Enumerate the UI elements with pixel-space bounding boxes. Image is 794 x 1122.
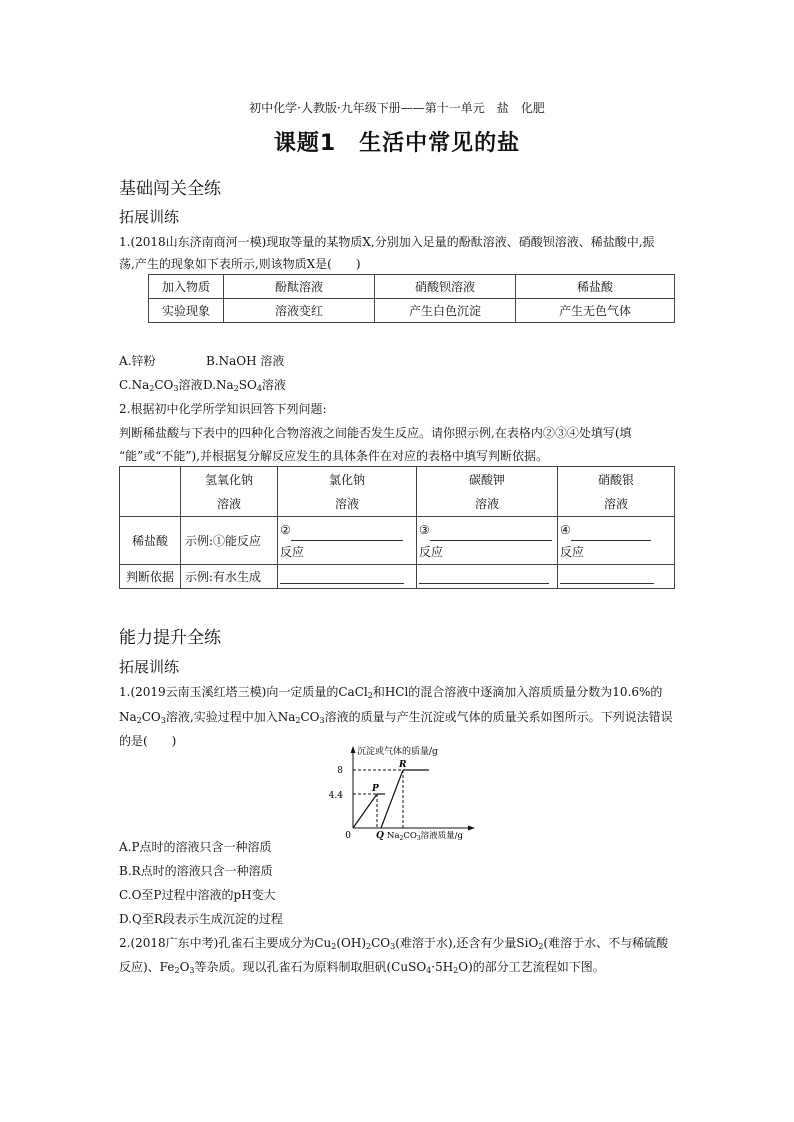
chart-label-q: Q xyxy=(376,831,384,841)
s1-q2-line1: 2.根据初中化学所学知识回答下列问题: xyxy=(119,402,327,416)
s1-q2-row2-label: 判断依据 xyxy=(120,565,181,589)
page-title: 课题1 生活中常见的盐 xyxy=(273,131,521,156)
s2-q2-line1: 2.(2018广东中考)孔雀石主要成分为$Cu_2(OH)_2CO_3$(难溶于水),还含有少量SiO$_2$(难溶于水、不与稀硫酸 xyxy=(119,936,669,951)
s2-q1-option-b: B.R点时的溶液只含一种溶质 xyxy=(119,864,273,878)
section2-subheading: 拓展训练 xyxy=(119,658,180,676)
section1-heading: 基础闯关全练 xyxy=(119,179,221,199)
s2-q1-option-c: C.O至P过程中溶液的pH变大 xyxy=(119,888,276,902)
s1-q1-option-b: B.NaOH 溶液 xyxy=(206,354,285,368)
s1-q2-blank-2[interactable]: ② 反应 xyxy=(278,517,417,565)
s1-q2-basis-4[interactable] xyxy=(558,565,675,589)
s1-q2-blank-4[interactable]: ④ 反应 xyxy=(558,517,675,565)
s2-q1-line1: 1.(2019云南玉溪红塔三模)向一定质量的CaCl$_2$和HCl的混合溶液中逐滴加入溶质质量分数为10.6%的 xyxy=(119,685,663,700)
s1-q1-th-3: 稀盐酸 xyxy=(516,275,675,299)
chart-label-r: R xyxy=(399,760,407,770)
section2-heading: 能力提升全练 xyxy=(119,628,221,648)
s1-q1-line2: 荡,产生的现象如下表所示,则该物质X是( ) xyxy=(119,257,361,271)
chart-x-arrow xyxy=(468,826,475,831)
chart-line-precipitate xyxy=(381,770,403,828)
s1-q2-th-1: 氢氧化钠 溶液 xyxy=(181,467,278,517)
s2-q1-option-a: A.P点时的溶液只含一种溶质 xyxy=(119,840,272,854)
chart-ytick-8: 8 xyxy=(337,766,343,776)
s1-q1-option-c: $C.Na_2CO_3$溶液 xyxy=(119,378,203,393)
s1-q1-td-1: 溶液变红 xyxy=(224,299,375,323)
s1-q2-th-3: 碳酸钾 溶液 xyxy=(417,467,558,517)
s1-q2-row1-example: 示例:①能反应 xyxy=(181,517,278,565)
chart-ylabel: 沉淀或气体的质量/g xyxy=(357,747,438,757)
s1-q1-th-1: 酚酞溶液 xyxy=(224,275,375,299)
chart-origin: 0 xyxy=(345,831,351,841)
s1-q2-th-2: 氯化钠 溶液 xyxy=(278,467,417,517)
s1-q1-line1: 1.(2018山东济南商河一模)现取等量的某物质X,分别加入足量的酚酞溶液、硝酸钡溶液、稀盐酸中,振 xyxy=(119,235,655,249)
s1-q1-td-3: 产生无色气体 xyxy=(516,299,675,323)
s1-q1-td-0: 实验现象 xyxy=(149,299,224,323)
s1-q1-th-2: 硝酸钡溶液 xyxy=(375,275,516,299)
s2-q1-line3: 的是( ) xyxy=(119,734,177,748)
page-header: 初中化学·人教版·九年级下册——第十一单元 盐 化肥 xyxy=(249,101,545,115)
s1-q2-basis-2[interactable] xyxy=(278,565,417,589)
chart-ytick-4-4: 4.4 xyxy=(328,791,343,801)
s1-q2-th-4: 硝酸银 溶液 xyxy=(558,467,675,517)
s1-q2-basis-3[interactable] xyxy=(417,565,558,589)
s1-q2-line2: 判断稀盐酸与下表中的四种化合物溶液之间能否发生反应。请你照示例,在表格内②③④处填写(填 xyxy=(119,426,632,440)
s1-q2-th-empty xyxy=(120,467,181,517)
s1-q2-blank-3[interactable]: ③ 反应 xyxy=(417,517,558,565)
section1-subheading: 拓展训练 xyxy=(119,208,180,226)
s1-q1-td-2: 产生白色沉淀 xyxy=(375,299,516,323)
s2-q2-line2: 反应)、$Fe_2O_3$等杂质。现以孔雀石为原料制取胆矾$(CuSO_4\cdot 5H_2O)$的部分工艺流程如下图。 xyxy=(119,960,605,975)
s1-q1-th-0: 加入物质 xyxy=(149,275,224,299)
chart-line-gas xyxy=(353,794,377,828)
s1-q2-row2-example: 示例:有水生成 xyxy=(181,565,278,589)
s2-q1-option-d: D.Q至R段表示生成沉淀的过程 xyxy=(119,912,283,926)
s1-q1-option-a: A.锌粉 xyxy=(119,354,156,368)
chart-y-arrow xyxy=(351,746,356,753)
s1-q1-table xyxy=(148,274,675,323)
chart-label-p: P xyxy=(372,784,379,794)
s1-q2-table xyxy=(119,466,675,589)
s2-q1-chart xyxy=(325,742,485,842)
s1-q1-option-d: $D.Na_2SO_4$溶液 xyxy=(203,378,286,393)
s1-q2-line3: “能”或“不能”),并根据复分解反应发生的具体条件在对应的表格中填写判断依据。 xyxy=(119,449,549,463)
s1-q2-row1-label: 稀盐酸 xyxy=(120,517,181,565)
chart-xlabel: $Na_2CO_3$溶液质量/g xyxy=(387,831,463,842)
s2-q1-line2: $Na_2CO_3$溶液,实验过程中加入$Na_2CO_3$溶液的质量与产生沉淀或气体的质量关系如图所示。下列说法错误 xyxy=(119,710,673,725)
